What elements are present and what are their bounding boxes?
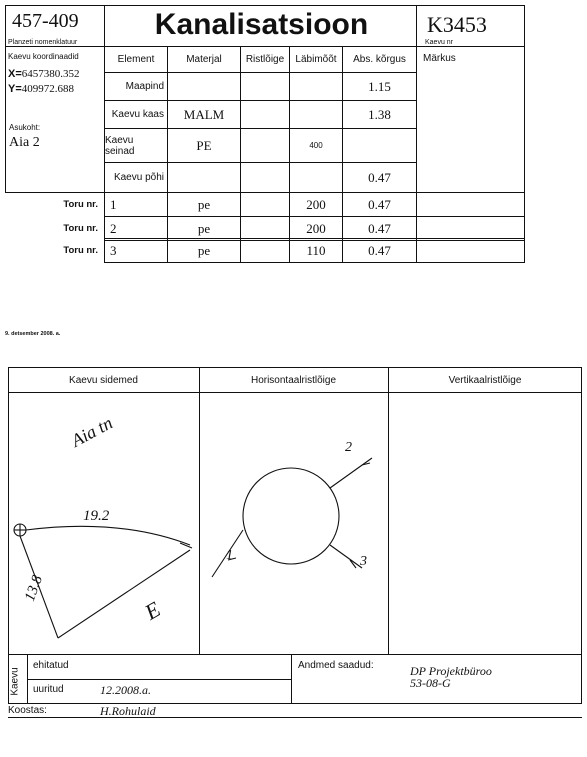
element-row-height: 1.15 [342,72,417,101]
well-no-value: K3453 [427,12,487,37]
boundary-line [58,550,190,638]
sketch-header-horizontal: Horisontaalristlõige [250,375,337,386]
street-note: Aia tn [68,412,116,451]
data-source-label: Andmed saadud: [298,660,374,671]
pipe-label-1: 1 [226,548,233,563]
pipe-row-material: pe [167,216,241,241]
compiled-value: H.Rohulaid [100,704,156,718]
pipe-row-no: 2 [104,216,168,241]
element-row-element: Kaevu kaas [104,100,168,129]
nomenclature-value: 457-409 [12,10,79,32]
th-cross: Ristlõige [240,46,290,73]
pipe-row-material: pe [167,192,241,217]
well-no-label: Kaevu nr [425,39,454,46]
pipe-row-height: 0.47 [342,216,417,241]
footer-row-divider [27,679,291,680]
th-diameter: Läbimõõt [289,46,343,73]
horizontal-section [212,458,372,577]
data-source-value-1: DP Projektbüroo [410,664,492,678]
pipe-row-label: Toru nr. [63,223,98,234]
footer-mid-divider [291,654,292,704]
coord-y-value: 409972.688 [21,83,75,95]
corner-label: E [140,596,165,625]
pipe-row-diameter: 200 [289,192,343,217]
well-circle [243,468,339,564]
element-row-height: 1.38 [342,100,417,129]
element-row-diameter: 400 [289,128,343,163]
location-label: Asukoht: [9,123,41,132]
element-row-material: MALM [167,100,241,129]
data-source-value-2: 53-08-G [410,676,451,690]
pipe-line-2 [330,458,372,488]
distance-arc-19 [26,526,190,545]
coords-label: Kaevu koordinaadid [8,52,79,61]
pipe-row-material: pe [167,238,241,263]
pipe-row-label: Toru nr. [63,199,98,210]
th-element: Element [104,46,168,73]
sketch-header-sidemed: Kaevu sidemed [69,375,138,386]
distance-label-13: 13.8 [22,573,47,604]
coord-x-label: X= [8,68,22,80]
compiled-label: Koostas: [8,705,47,716]
location-value: Aia 2 [9,135,40,150]
pipe-row-diameter: 110 [289,238,343,263]
built-label: ehitatud [33,660,69,671]
measured-label: uuritud [33,684,64,695]
date-note: 9. detsember 2008. a. [5,331,61,337]
pipe-line-3 [330,545,362,568]
pipe-row-no: 3 [104,238,168,263]
element-row-height: 0.47 [342,162,417,193]
element-row-material: PE [167,128,241,163]
distance-label-19: 19.2 [83,508,110,524]
element-row-element: Kaevu põhi [104,162,168,193]
compiled-line [8,717,582,718]
measured-value: 12.2008.a. [100,683,151,697]
th-height: Abs. kõrgus [342,46,417,73]
pipe-row-label: Toru nr. [63,245,98,256]
footer-side-label: Kaevu [9,667,21,696]
pipe-row-no: 1 [104,192,168,217]
pipe-row-height: 0.47 [342,238,417,263]
th-material: Materjal [167,46,241,73]
element-row-element: Kaevu seinad [104,128,168,163]
pipe-row-height: 0.47 [342,192,417,217]
nomenclature-label: Planzeti nomenklatuur [8,39,78,46]
coord-x-value: 6457380.352 [21,68,80,80]
sketch-header-vertical: Vertikaalristlõige [448,375,522,386]
element-row-element: Maapind [104,72,168,101]
pipe-label-2: 2 [345,440,352,455]
page-title: Kanalisatsioon [154,8,369,41]
pipe-label-3: 3 [360,554,367,569]
pipe-row-diameter: 200 [289,216,343,241]
coord-y-label: Y= [8,83,22,95]
th-remarks: Märkus [423,53,456,64]
